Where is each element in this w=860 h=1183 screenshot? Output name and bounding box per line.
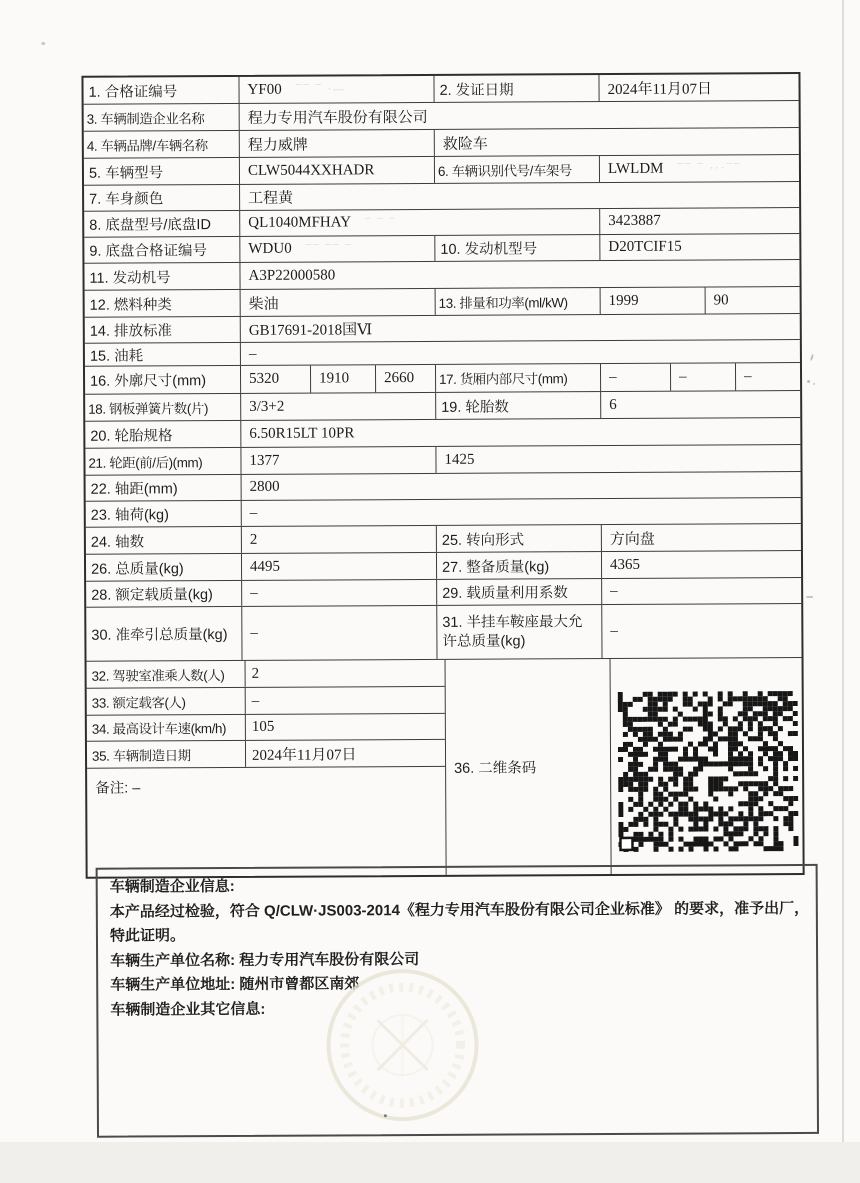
- cell-text: 29. 载质量利用系数: [442, 585, 568, 602]
- field-value: [598, 74, 798, 101]
- cell-text: 5. 车辆型号: [88, 164, 164, 182]
- field-value: [238, 76, 433, 103]
- info-line: 车辆生产单位名称: 程力专用汽车股份有限公司: [110, 950, 420, 970]
- field-value: [599, 234, 799, 260]
- field-value: [241, 553, 436, 580]
- table-row: [84, 181, 799, 211]
- qr-section-label: 36. 二维条码: [454, 760, 537, 777]
- field-label: [84, 131, 239, 158]
- cell-text: 28. 额定载质量(kg): [91, 587, 213, 604]
- field-label: [86, 527, 241, 554]
- cell-text: 14. 排放标准: [89, 323, 173, 340]
- field-value: [239, 260, 799, 289]
- field-value: [600, 364, 670, 391]
- cell-text: 90: [713, 291, 729, 308]
- field-value: [241, 498, 801, 526]
- field-value: [240, 314, 800, 342]
- field-value: [239, 101, 799, 130]
- field-value: [240, 340, 800, 365]
- bottom-left-rows: [87, 660, 446, 877]
- field-value: [239, 157, 434, 184]
- cell-text: 20. 轮胎规格: [90, 427, 173, 445]
- cell-text: 2. 发证日期: [439, 82, 514, 99]
- cell-text: 工程黄: [248, 190, 294, 207]
- field-value: [601, 524, 801, 551]
- cell-text: 2024年11月07日: [607, 80, 713, 98]
- field-label: [84, 185, 239, 211]
- scan-speck: [806, 596, 813, 598]
- field-label: [85, 343, 240, 366]
- field-label: 35. 车辆制造日期: [91, 747, 191, 764]
- field-label: [86, 581, 241, 607]
- qr-code: [617, 690, 798, 854]
- field-label: [83, 77, 238, 104]
- info-line: 本产品经过检验，符合 Q/CLW·JS003-2014《程力专用汽车股份有限公司企业标准》 的要求，准予出厂，: [109, 899, 810, 921]
- paper-edge-line: [842, 0, 844, 1183]
- table-rows: [83, 74, 801, 661]
- scan-speck: [807, 380, 810, 383]
- cell-text: 15. 油耗: [89, 347, 144, 365]
- cell-text: –: [250, 584, 258, 601]
- cell-text: A3P22000580: [248, 266, 336, 284]
- scan-speck: [810, 354, 814, 361]
- table-row: [86, 550, 801, 581]
- cell-text: 19. 轮胎数: [441, 399, 509, 416]
- field-label: [86, 475, 241, 501]
- field-label: [434, 235, 599, 261]
- field-label: [435, 288, 600, 315]
- field-label: [84, 237, 239, 263]
- cell-text: 11. 发动机号: [89, 269, 171, 287]
- field-value: [735, 363, 800, 390]
- field-value: [240, 418, 800, 447]
- faded-redaction-mark: ¯¯ ¯ ···¯¯: [677, 162, 742, 175]
- cell-text: 7. 车身颜色: [89, 191, 164, 208]
- field-value: –: [245, 687, 445, 714]
- table-row: [86, 603, 801, 661]
- field-label: [85, 394, 240, 421]
- table-row: [85, 390, 800, 421]
- table-row: [86, 497, 801, 527]
- scan-speck: [41, 42, 45, 45]
- field-value: [601, 551, 801, 578]
- cell-text: 程力专用汽车股份有限公司: [247, 109, 428, 127]
- table-row: [85, 444, 800, 475]
- cell-text: 2: [249, 531, 258, 548]
- cell-text: –: [610, 582, 618, 600]
- field-value: [601, 604, 801, 658]
- field-label: 32. 驾驶室准乘人数(人): [91, 667, 225, 684]
- bottom-left-container: [87, 660, 446, 768]
- table-row: [85, 286, 800, 317]
- cell-text: 26. 总质量(kg): [91, 560, 184, 578]
- embossed-seal: [317, 960, 488, 1131]
- cell-text: QL1040MFHAY: [248, 214, 352, 231]
- cell-text: –: [249, 504, 258, 521]
- cell-text: 17. 货厢内部尺寸(mm): [439, 371, 568, 387]
- cell-text: 1. 合格证编号: [88, 83, 178, 101]
- cell-text: 13. 排量和功率(ml/kW): [438, 294, 568, 311]
- table-row: [85, 313, 800, 343]
- field-value: 105: [245, 714, 445, 740]
- cell-text: WDU0: [248, 240, 292, 257]
- field-value: [240, 289, 435, 316]
- cell-text: 31. 半挂车鞍座最大允 许总质量(kg): [442, 613, 583, 650]
- cell-text: 2660: [384, 370, 415, 387]
- cell-text: 4365: [609, 556, 641, 573]
- cell-text: 1377: [249, 452, 280, 469]
- info-line: 特此证明。: [109, 927, 186, 945]
- cell-text: 1425: [444, 451, 475, 468]
- field-label: [434, 156, 599, 183]
- cell-text: –: [744, 368, 752, 385]
- table-row: [85, 417, 800, 448]
- cell-text: GB17691-2018国Ⅵ: [248, 322, 373, 339]
- cell-text: 16. 外廓尺寸(mm): [90, 373, 207, 390]
- field-label: [85, 448, 240, 475]
- table-bottom-block: [87, 657, 803, 877]
- qr-label-cell: [446, 659, 611, 875]
- field-value: [375, 365, 435, 392]
- field-value: [240, 393, 435, 420]
- field-label: [86, 501, 241, 527]
- cell-text: 1999: [608, 292, 639, 309]
- field-label: [85, 290, 240, 317]
- field-value: [241, 472, 801, 500]
- cell-text: 5320: [249, 370, 280, 387]
- field-label: [86, 607, 241, 661]
- table-row: [84, 259, 799, 290]
- field-label: [436, 605, 601, 659]
- cell-text: LWLDM: [607, 160, 664, 177]
- cell-text: 4495: [249, 558, 281, 575]
- field-value: [310, 365, 375, 392]
- scan-bottom-strip: [0, 1142, 860, 1183]
- field-value: [435, 445, 800, 473]
- field-label: [435, 392, 600, 419]
- table-row: [86, 577, 801, 607]
- cell-text: D20TCIF15: [608, 238, 682, 256]
- field-value: [239, 209, 599, 236]
- table-row: [87, 739, 445, 768]
- field-value: [600, 288, 705, 315]
- cell-text: 22. 轴距(mm): [90, 481, 178, 498]
- table-row: [87, 713, 445, 741]
- field-label: [85, 366, 240, 394]
- cell-text: –: [609, 368, 617, 386]
- cell-text: 25. 转向形式: [441, 531, 525, 549]
- cell-text: 方向盘: [609, 531, 655, 548]
- field-label: 34. 最高设计车速(km/h): [91, 721, 227, 737]
- field-label: [435, 364, 600, 392]
- info-line: 车辆制造企业信息:: [109, 877, 235, 896]
- field-value: [241, 580, 436, 606]
- table-row: [87, 686, 445, 715]
- remark-text: 备注: –: [95, 780, 141, 797]
- field-label: [433, 75, 598, 102]
- info-line: 车辆制造企业其它信息:: [110, 1000, 266, 1019]
- table-row: [85, 339, 800, 366]
- field-value: [599, 208, 799, 234]
- field-label: [85, 317, 240, 343]
- field-value: [600, 391, 800, 418]
- cell-text: 6.50R15LT 10PR: [249, 424, 355, 442]
- field-label: [436, 552, 601, 579]
- cell-text: YF00: [247, 81, 282, 98]
- cell-text: 27. 整备质量(kg): [441, 558, 550, 576]
- field-label: [84, 211, 239, 237]
- table-row: [84, 233, 799, 263]
- cell-text: 24. 轴数: [90, 533, 145, 551]
- field-value: [599, 155, 799, 182]
- cell-text: 2800: [249, 478, 280, 495]
- field-value: [670, 363, 735, 390]
- faded-redaction-mark: ¯¯ ¯¯ ¯: [305, 242, 353, 256]
- qr-code-cell: [609, 658, 803, 874]
- table-row: [84, 100, 799, 131]
- table-row: [84, 154, 799, 185]
- faded-redaction-mark: ¯¯ ¯ ·—: [295, 83, 347, 96]
- field-value: [239, 182, 799, 210]
- certificate-table: [81, 72, 804, 879]
- field-value: 2024年11月07日: [245, 740, 445, 767]
- qr-section: [445, 658, 803, 875]
- field-label: 33. 额定载客(人): [91, 694, 186, 711]
- faded-redaction-mark: ¯ ¯ ¯: [364, 216, 398, 229]
- cell-text: 3423887: [608, 212, 661, 230]
- cell-text: –: [248, 345, 257, 362]
- cell-text: 1910: [319, 370, 350, 387]
- table-row: [87, 660, 445, 688]
- scan-speck: [384, 1114, 387, 1117]
- cell-text: 程力威牌: [247, 137, 308, 154]
- field-label: [86, 554, 241, 581]
- field-value: [241, 606, 436, 660]
- field-label: [84, 104, 239, 131]
- cell-text: –: [679, 368, 687, 385]
- remark-cell: [87, 766, 446, 880]
- table-row: [86, 471, 801, 501]
- field-value: [240, 366, 310, 393]
- cell-text: CLW5044XXHADR: [247, 161, 375, 179]
- cell-text: 6. 车辆识别代号/车架号: [437, 162, 572, 179]
- info-line: 车辆生产单位地址: 随州市曾都区南郊: [110, 975, 360, 994]
- cell-text: 10. 发动机型号: [440, 241, 538, 258]
- cell-text: 3. 车辆制造企业名称: [86, 110, 205, 127]
- table-row: [84, 127, 799, 158]
- table-row: [84, 207, 799, 237]
- field-label: [85, 421, 240, 448]
- cell-text: 4. 车辆品牌/车辆名称: [86, 137, 208, 154]
- field-value: [434, 128, 799, 156]
- field-label: [84, 158, 239, 185]
- cell-text: 6: [609, 396, 617, 413]
- table-row: [86, 523, 801, 554]
- field-label: [436, 525, 601, 552]
- cell-text: 30. 准牵引总质量(kg): [91, 627, 228, 644]
- field-label: [84, 263, 239, 290]
- cell-text: 23. 轴荷(kg): [90, 507, 169, 524]
- field-value: [705, 287, 800, 313]
- cell-text: –: [610, 622, 618, 640]
- table-row: [83, 74, 798, 104]
- field-value: 2: [245, 660, 445, 687]
- field-label: [436, 579, 601, 605]
- cell-text: 12. 燃料种类: [89, 296, 172, 314]
- cell-text: 8. 底盘型号/底盘ID: [89, 217, 211, 234]
- cell-text: 柴油: [248, 296, 279, 313]
- field-value: [601, 578, 801, 604]
- table-row: [85, 362, 800, 394]
- cell-text: 21. 轮距(前/后)(mm): [88, 454, 203, 471]
- cell-text: –: [250, 624, 258, 641]
- field-value: [239, 236, 434, 262]
- cell-text: 18. 钢板弹簧片数(片): [88, 400, 209, 417]
- scan-speck: [813, 383, 815, 385]
- field-value: [239, 130, 434, 157]
- cell-text: 9. 底盘合格证编号: [89, 243, 208, 260]
- field-value: [240, 447, 435, 474]
- field-value: [241, 526, 436, 553]
- cell-text: 3/3+2: [249, 398, 285, 415]
- cell-text: 救险车: [442, 136, 488, 153]
